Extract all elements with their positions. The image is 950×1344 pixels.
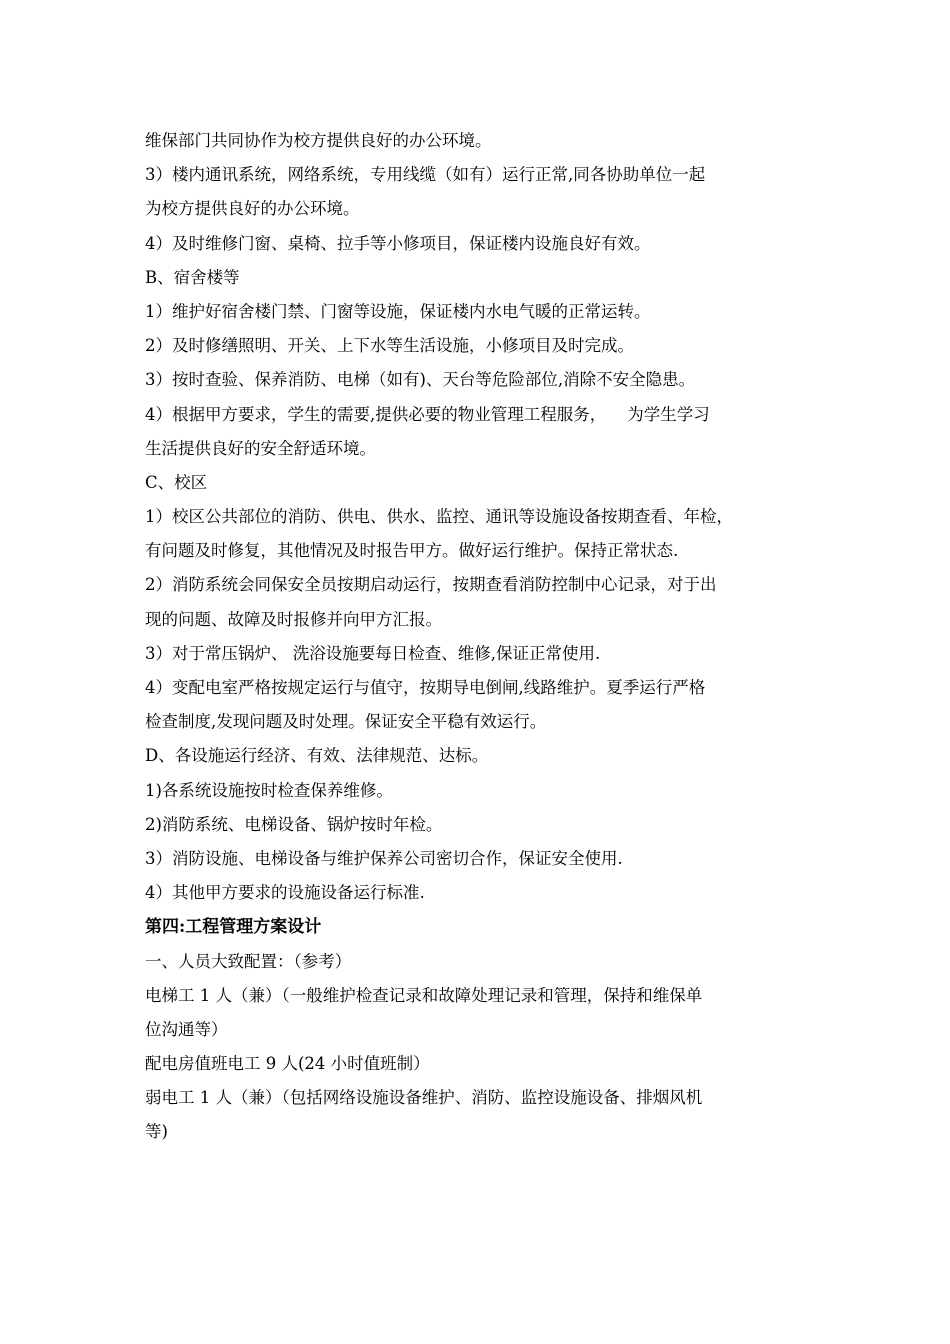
section-label: B、宿舍楼等 — [145, 267, 240, 287]
text-line: 4）根据甲方要求，学生的需要,提供必要的物业管理工程服务， 为学生学习 — [145, 404, 710, 424]
text-line: 4）变配电室严格按规定运行与值守，按期导电倒闸,线路维护。夏季运行严格 — [145, 678, 706, 697]
text-line: 弱电工 1 人（兼）（包括网络设施设备维护、消防、监控设施设备、排烟风机 — [145, 1088, 703, 1108]
text-line: 2）消防系统会同保安全员按期启动运行，按期查看消防控制中心记录，对于出 — [145, 575, 717, 595]
section-label: C、校区 — [145, 472, 208, 492]
text-line: 2）及时修缮照明、开关、上下水等生活设施，小修项目及时完成。 — [145, 336, 634, 356]
subsection-title: 一、人员大致配置：（参考） — [145, 951, 352, 971]
text-line: 位沟通等） — [145, 1019, 228, 1039]
text-line: 3）楼内通讯系统，网络系统，专用线缆（如有）运行正常,同各协助单位一起 — [145, 165, 706, 185]
text-line: 电梯工 1 人（兼）（一般维护检查记录和故障处理记录和管理，保持和维保单 — [145, 985, 703, 1005]
text-line: 配电房值班电工 9 人(24 小时值班制） — [145, 1054, 430, 1074]
text-line: 1)各系统设施按时检查保养维修。 — [145, 780, 393, 800]
text-line: 生活提供良好的安全舒适环境。 — [145, 438, 376, 458]
text-line: 3）按时查验、保养消防、电梯（如有)、天台等危险部位,消除不安全隐患。 — [145, 370, 696, 390]
text-line: 维保部门共同协作为校方提供良好的办公环境。 — [145, 131, 492, 150]
text-line: 等) — [145, 1122, 168, 1142]
text-line: 3）对于常压锅炉、 洗浴设施要每日检查、维修,保证正常使用. — [145, 643, 601, 663]
text-line: 1）维护好宿舍楼门禁、门窗等设施，保证楼内水电气暖的正常运转。 — [145, 301, 651, 321]
text-line: 3）消防设施、电梯设备与维护保养公司密切合作，保证安全使用. — [145, 848, 623, 868]
text-line: 4）其他甲方要求的设施设备运行标准. — [145, 883, 425, 903]
text-line: 2)消防系统、电梯设备、锅炉按时年检。 — [145, 814, 443, 834]
section-heading: 第四:工程管理方案设计 — [145, 917, 322, 938]
text-line: 1）校区公共部位的消防、供电、供水、监控、通讯等设施设备按期查看、年检， — [145, 507, 733, 527]
text-line: 检查制度,发现问题及时处理。保证安全平稳有效运行。 — [145, 712, 547, 732]
document-body — [145, 124, 835, 1150]
text-line: 现的问题、故障及时报修并向甲方汇报。 — [145, 609, 442, 629]
text-line: 有问题及时修复，其他情况及时报告甲方。做好运行维护。保持正常状态. — [145, 541, 679, 561]
section-label: D、各设施运行经济、有效、法律规范、达标。 — [145, 746, 489, 766]
text-line: 为校方提供良好的办公环境。 — [145, 199, 360, 219]
text-line: 4）及时维修门窗、桌椅、拉手等小修项目，保证楼内设施良好有效。 — [145, 233, 651, 253]
